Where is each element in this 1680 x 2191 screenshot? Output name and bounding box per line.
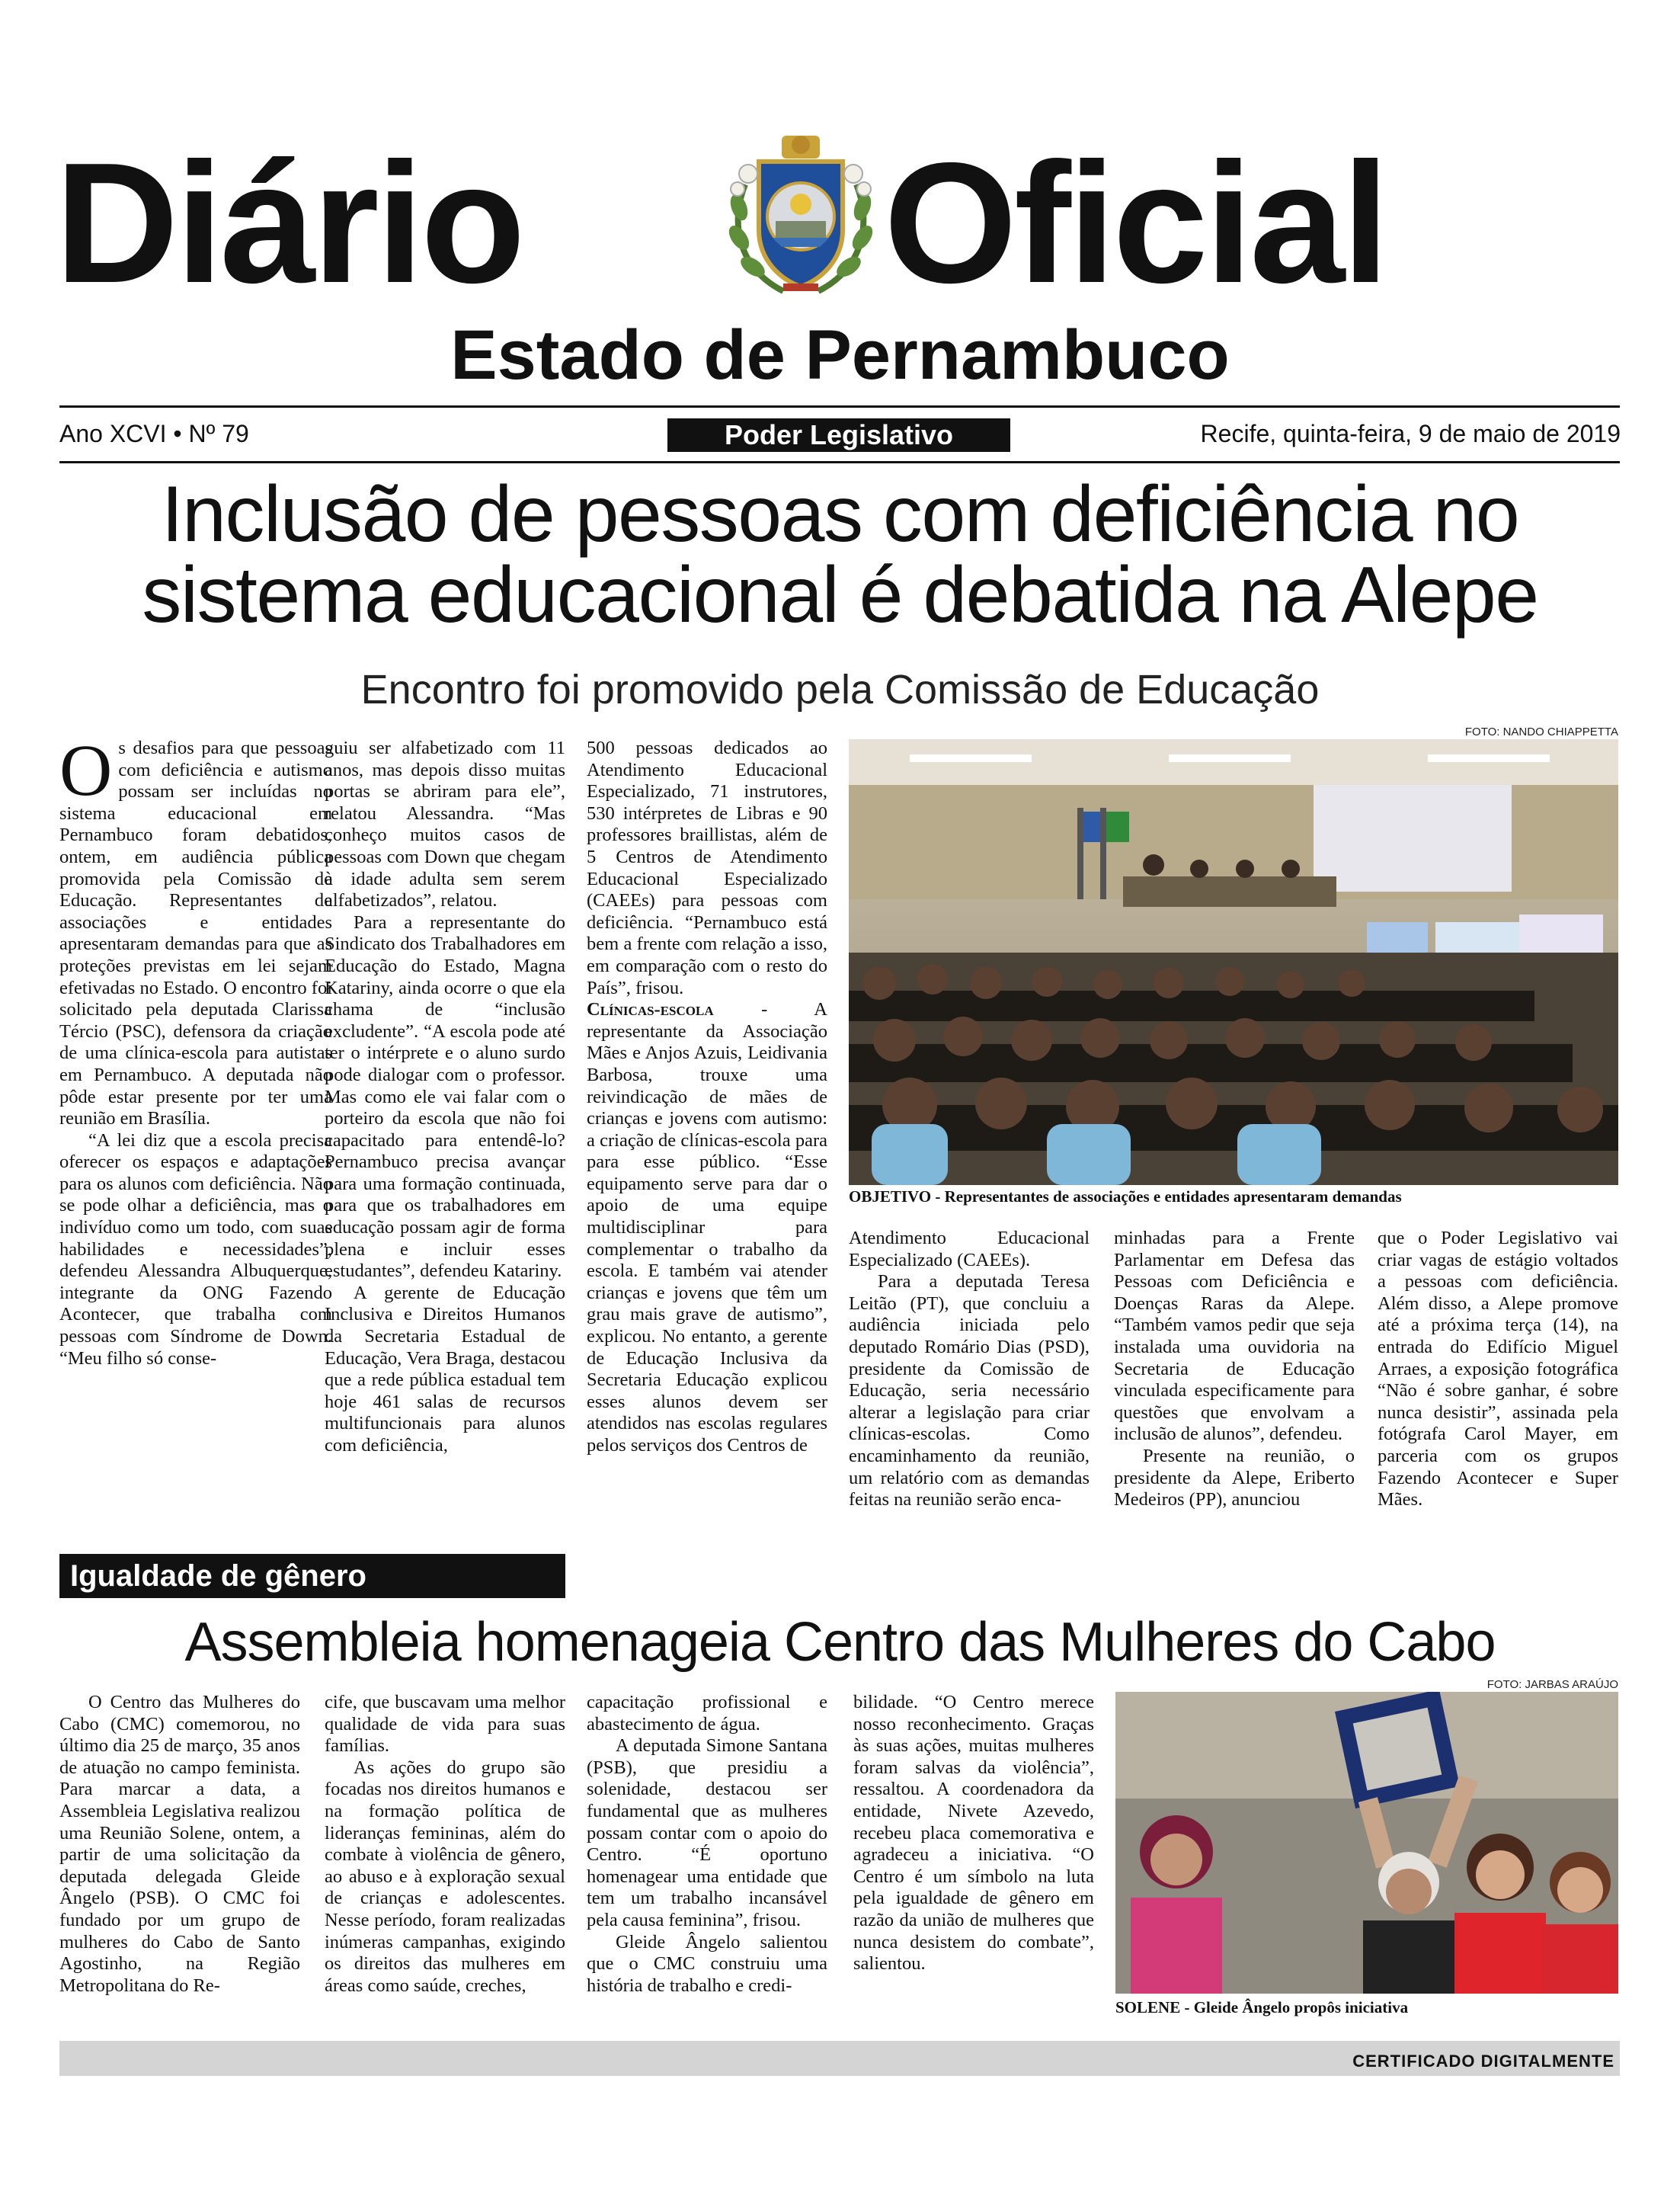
lead-col5-p2: Presente na reunião, o presidente da Alepe, Eriberto Medeiros (PP), anunciou <box>1114 1445 1355 1510</box>
lead-col4-p1: Atendimento Educacional Especializado (CAEEs). <box>849 1228 1090 1270</box>
lead-column-5 <box>1114 1228 1355 1533</box>
pernambuco-coat-of-arms-icon <box>722 131 879 300</box>
second-col2-p1: cife, que buscavam uma melhor qualidade de vida para suas famílias. <box>325 1692 565 1757</box>
lead-photo-caption: OBJETIVO - Representantes de associações e entidades apresentaram demandas <box>849 1187 1402 1206</box>
masthead-title-right: Oficial <box>884 127 1387 319</box>
edition-number: Ano XCVI • Nº 79 <box>59 420 249 447</box>
lead-photo-credit: FOTO: NANDO CHIAPPETTA <box>1464 726 1618 738</box>
lead-col3-p2: - A representante da Associação Mães e Anjos Azuis, Leidivania Barbosa, trouxe uma reivindicação de mães de crianças e jovens com autismo: a criação de clínicas-escola para para esse público. “Esse equipamento serve para dar o apoio de uma equipe multidisciplinar para complementar o trabalho da escola. E também vai atender crianças e jovens que têm um grau mais grave de autismo”, explicou. No entanto, a gerente de Educação Inclusiva da Secretaria Educação explicou esses alunos devem ser atendidos nas escolas regulares pelos serviços dos Centros de <box>587 999 827 1456</box>
second-col1-p1: O Centro das Mulheres do Cabo (CMC) comemorou, no último dia 25 de março, 35 anos de atuação no campo feminista. Para marcar a data, a Assembleia Legislativa realizou uma Reunião Solene, ontem, a partir de uma solicitação da deputada delegada Gleide Ângelo (PSB). O CMC foi fundado por um grupo de mulheres do Cabo de Santo Agostinho, na Região Metropolitana do Re- <box>59 1692 300 1996</box>
second-column-2 <box>325 1692 565 2004</box>
second-photo-caption: SOLENE - Gleide Ângelo propôs iniciativa <box>1115 1998 1409 2016</box>
lead-column-2 <box>325 738 565 1527</box>
lead-col5-p1: minhadas para a Frente Parlamentar em Defesa das Pessoas com Deficiência e Doenças Raras da Alepe. “Também vamos pedir que seja instalada uma ouvidoria na Secretaria de Educação vinculada especificamente para questões que envolvam a inclusão de alunos”, defendeu. <box>1114 1228 1355 1445</box>
second-col3-p2: A deputada Simone Santana (PSB), que presidiu a solenidade, destacou ser fundamental que as mulheres possam contar com o apoio do Centro. “É oportuno homenagear uma entidade que tem um trabalho incansável pela causa feminina”, frisou. <box>587 1735 827 1930</box>
second-column-4 <box>853 1692 1094 2004</box>
second-photo-credit: FOTO: JARBAS ARAÚJO <box>1486 1678 1618 1691</box>
masthead-subtitle: Estado de Pernambuco <box>450 316 1230 394</box>
lead-column-4 <box>849 1228 1090 1533</box>
lead-col2-p2: Para a representante do Sindicato dos Trabalhadores em Educação do Estado, Magna Katariny, ainda ocorre o que ela chama de “inclusão excludente”. “A escola pode até ter o intérprete e o aluno surdo pode dialogar com o professor. Mas como ele vai falar com o porteiro da escola que não foi capacitado para entendê-lo? Pernambuco precisa avançar para uma formação continuada, para que os trabalhadores em educação possam agir de forma plena e incluir esses estudantes”, defendeu Katariny. <box>325 911 565 1282</box>
second-col3-p1: capacitação profissional e abastecimento de água. <box>587 1692 827 1735</box>
lead-col4-p2: Para a deputada Teresa Leitão (PT), que concluiu a audiência iniciada pelo deputado Romário Dias (PSD), presidente da Comissão de Educação, seria necessário alterar a legislação para criar clínicas-escolas. Como encaminhamento da reunião, um relatório com as demandas feitas na reunião serão enca- <box>849 1271 1090 1510</box>
second-column-3 <box>587 1692 827 2004</box>
lead-column-1 <box>59 738 332 1527</box>
lead-headline-line2: sistema educacional é debatida na Alepe <box>142 551 1538 640</box>
lead-photo-auditorium <box>849 739 1618 1185</box>
second-col4-p1: bilidade. “O Centro merece nosso reconhecimento. Graças às suas ações, muitas mulheres foram salvas da violência”, ressaltou. A coordenadora da entidade, Nivete Azevedo, recebeu placa comemorativa e agradeceu a iniciativa. “O Centro é um símbolo na luta pela igualdade de gênero em razão da união de mulheres que nunca desistem do combate”, salientou. <box>853 1692 1094 1975</box>
lead-col6-p1: que o Poder Legislativo vai criar vagas de estágio voltados a pessoas com deficiência. Além disso, a Alepe promove até a próxima terça (14), na entrada do Edifício Miguel Arraes, a exposição fotográfica “Não é sobre ganhar, é sobre nunca desistir”, assinada pela fotógrafa Carol Mayer, em parceria com os grupos Fazendo Acontecer e Super Mães. <box>1378 1228 1618 1510</box>
section-banner <box>667 418 1010 452</box>
lead-col2-p3: A gerente de Educação Inclusiva e Direitos Humanos da Secretaria Estadual de Educação, Vera Braga, destacou que a rede pública estadual tem hoje 461 salas de recursos multifuncionais para alunos com deficiência, <box>325 1282 565 1456</box>
lead-deck: Encontro foi promovido pela Comissão de Educação <box>360 667 1320 713</box>
dropcap: O <box>59 738 113 811</box>
masthead-title-left: Diário <box>55 127 523 319</box>
masthead-rule-top <box>59 405 1620 408</box>
lead-headline <box>30 470 1650 640</box>
second-photo-ceremony <box>1115 1692 1618 1994</box>
digital-certificate-label: CERTIFICADO DIGITALMENTE <box>1352 2052 1614 2071</box>
section-banner-label: Poder Legislativo <box>724 419 954 450</box>
gender-equality-banner <box>59 1554 565 1598</box>
second-col3-p3: Gleide Ângelo salientou que o CMC construiu uma história de trabalho e credi- <box>587 1931 827 1996</box>
lead-col1-p1: s desafios para que pessoas com deficiência e autismo possam ser incluídas no sistema educacional em Pernambuco foram debatidos, ontem, em audiência pública promovida pela Comissão de Educação. Representantes de associações e entidades apresentaram demandas para que as proteções previstas em lei sejam efetivadas no Estado. O encontro foi solicitado pela deputada Clarissa Tércio (PSC), defensora da criação de uma clínica-escola para autistas em Pernambuco. A deputada não pôde estar presente por ter uma reunião em Brasília. <box>59 738 332 1129</box>
dateline: Recife, quinta-feira, 9 de maio de 2019 <box>1200 420 1621 447</box>
lead-col3-p1: 500 pessoas dedicados ao Atendimento Educacional Especializado, 71 instrutores, 530 intérpretes de Libras e 90 professores braillistas, além de 5 Centros de Atendimento Educacional Especializado (CAEEs) para pessoas com deficiência. “Pernambuco está bem a frente com relação a isso, em comparação com o resto do País”, frisou. <box>587 738 827 998</box>
lead-col2-p1: guiu ser alfabetizado com 11 anos, mas depois disso muitas portas se abriram para ele”, relatou Alessandra. “Mas conheço muitos casos de pessoas com Down que chegam à idade adulta sem serem alfabetizados”, relatou. <box>325 738 565 911</box>
masthead-rule-bottom <box>59 461 1620 463</box>
second-col2-p2: As ações do grupo são focadas nos direitos humanos e na formação política de lideranças femininas, além do combate à violência de gênero, ao abuso e à exploração sexual de crianças e adolescentes. Nesse período, foram realizadas inúmeras campanhas, exigindo os direitos das mulheres em áreas como saúde, creches, <box>325 1757 565 1996</box>
subhead-clinicas-escola: Clínicas-escola <box>587 999 714 1020</box>
lead-col1-p2: “A lei diz que a escola precisa oferecer os espaços e adaptações para os alunos com deficiência. Não se pode olhar a deficiência, mas o indivíduo como um todo, com suas habilidades e necessidades”, defendeu Alessandra Albuquerque, integrante da ONG Fazendo Acontecer, que trabalha com pessoas com Síndrome de Down. “Meu filho só conse- <box>59 1129 332 1369</box>
gender-equality-label: Igualdade de gênero <box>70 1558 366 1593</box>
second-headline: Assembleia homenageia Centro das Mulheres do Cabo <box>184 1612 1496 1673</box>
lead-column-6 <box>1378 1228 1618 1533</box>
lead-column-3 <box>587 738 827 1527</box>
lead-headline-line1: Inclusão de pessoas com deficiência no <box>161 470 1519 559</box>
second-column-1 <box>59 1692 300 2004</box>
